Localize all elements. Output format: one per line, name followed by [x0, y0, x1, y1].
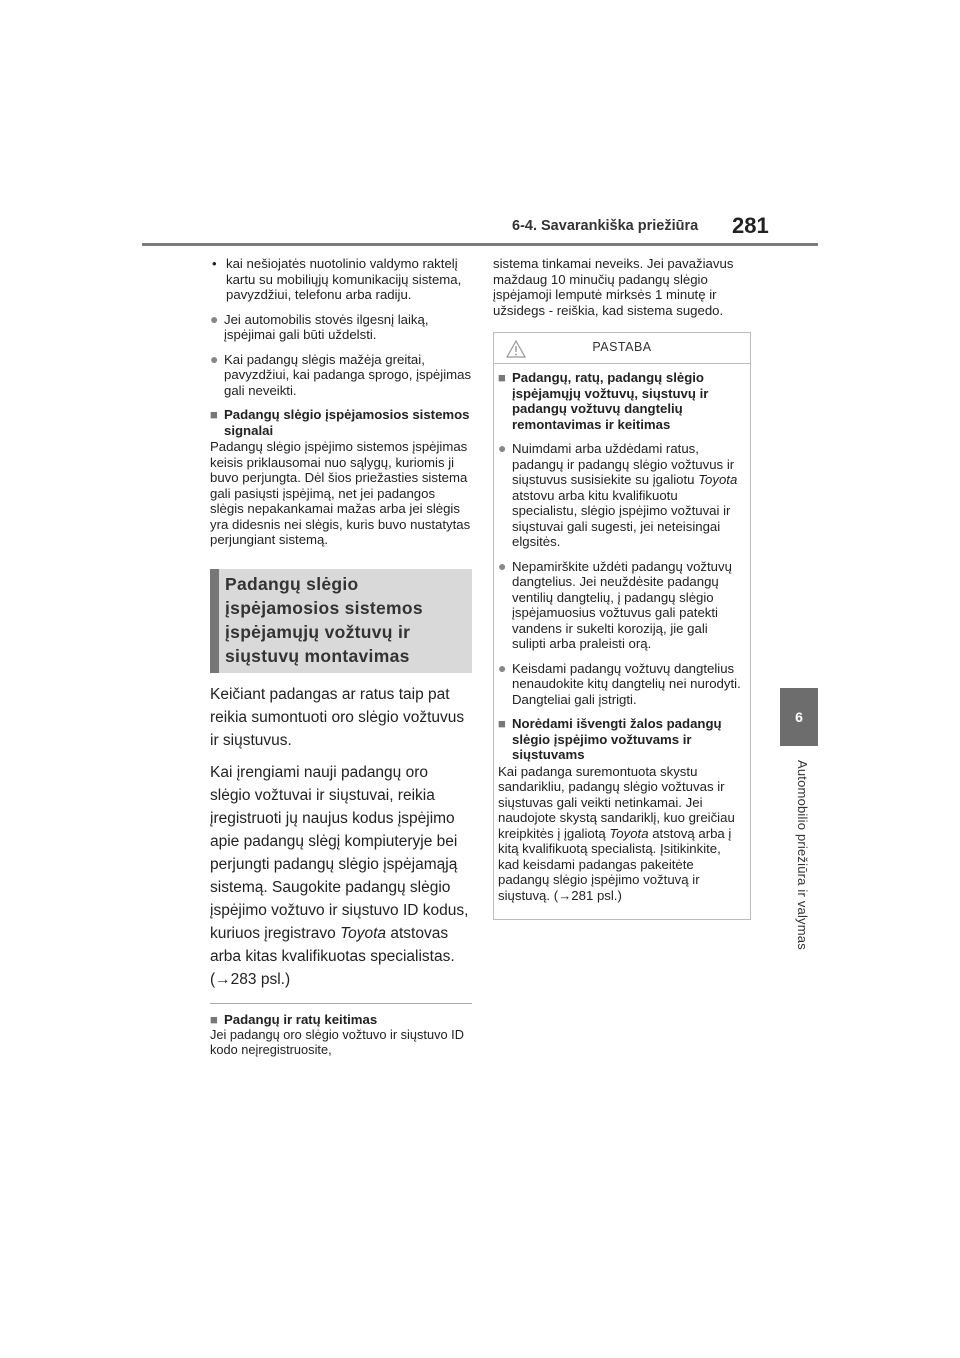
- square-bullet-icon: ■: [498, 716, 506, 731]
- left-column: [210, 256, 472, 1066]
- text-run: atstovą arba į kitą kvalifikuotą specialistą. Įsitikinkite, kad keisdami padangas pakeitėte padangų slėgio įspėjimo vožtuvą ir siųstuvą. (→281 psl.): [498, 825, 732, 903]
- notice-box: [493, 332, 751, 920]
- subheading-change: [210, 1012, 472, 1028]
- text-run: Kai įrengiami nauji padangų oro slėgio vožtuvai ir siųstuvai, reikia įregistruoti jų naujus kodus įspėjimo apie padangų slėgį kompiuteryje bei perjungti padangų slėgio įspėjamąją sistemą. Saugokite padangų slėgio įspėjimo vožtuvo ir siųstuvo ID kodus, kuriuos įregistravo: [210, 763, 469, 942]
- text-run: Nuimdami arba uždėdami ratus, padangų ir padangų slėgio vožtuvus ir siųstuvus susisiekite su įgaliotu: [512, 441, 735, 487]
- bullet-item: [210, 312, 472, 343]
- subheading-text: Padangų, ratų, padangų slėgio įspėjamųjų vožtuvų, siųstuvų ir padangų vožtuvų dangtelių remontavimas ir keitimas: [512, 370, 709, 432]
- circle-bullet-icon: ●: [498, 659, 507, 676]
- right-column: [493, 256, 751, 920]
- notice-header: [494, 333, 750, 364]
- circle-bullet-icon: ●: [210, 350, 219, 367]
- section-title: 6-4. Savarankiška priežiūra: [512, 218, 699, 234]
- bullet-item: [498, 559, 742, 652]
- section-banner: Padangų slėgio įspėjamosios sistemos įspėjamųjų vožtuvų ir siųstuvų montavimas: [210, 569, 472, 673]
- brand-name: Toyota: [698, 472, 738, 487]
- damage-paragraph: [498, 764, 742, 904]
- chapter-tab: [780, 688, 818, 746]
- text-run: atstovu arba kitu kvalifikuotu specialistu, slėgio įspėjimo vožtuvai ir siųstuvai gali sugesti, jei neteisingai elgsitės.: [512, 487, 731, 549]
- subheading-text: Padangų slėgio įspėjamosios sistemos signalai: [224, 407, 470, 438]
- installation-paragraph-1: Keičiant padangas ar ratus taip pat reikia sumontuoti oro slėgio vožtuvus ir siųstuvus.: [210, 685, 465, 749]
- square-bullet-icon: ■: [498, 370, 506, 385]
- divider: [210, 1003, 472, 1004]
- brand-name: Toyota: [609, 825, 649, 841]
- header-rule: [142, 243, 818, 246]
- bullet-text: Kai padangų slėgis mažėja greitai, pavyzdžiui, kai padanga sprogo, įspėjimas gali neveikti.: [224, 351, 472, 398]
- change-paragraph: Jei padangų oro slėgio vožtuvo ir siųstuvo ID kodo neįregistruosite,: [210, 1027, 464, 1057]
- text-run: atstovas arba kitas kvalifikuotas specialistas.: [210, 924, 455, 965]
- notice-subheading: [498, 370, 742, 432]
- square-bullet-icon: ■: [210, 1011, 218, 1027]
- brand-name: Toyota: [340, 924, 387, 942]
- bullet-text: Keisdami padangų vožtuvų dangtelius nenaudokite kitų dangtelių nei nurodyti. Dangteliai gali įstrigti.: [512, 660, 741, 707]
- bullet-text: [512, 441, 742, 550]
- warning-triangle-icon: [506, 340, 526, 358]
- text-run: Kai padanga suremontuota skystu sandarikliu, padangų slėgio vožtuvas ir siųstuvas gali veikti netinkamai. Jei naudojote skystą sandariklį, kuo greičiau kreipkitės į įgaliotą: [498, 763, 735, 841]
- subheading-signals: [210, 407, 472, 438]
- circle-bullet-icon: ●: [210, 310, 219, 327]
- bullet-text: Nepamirškite uždėti padangų vožtuvų dangtelius. Jei neuždėsite padangų ventilių dangtelių, į padangų slėgio įspėjamuosius vožtuvus gali patekti vandens ir sukelti koroziją, jie gali sulipti arba praleisti orą.: [512, 558, 732, 651]
- square-bullet-icon: ■: [210, 407, 218, 422]
- bullet-item: [210, 352, 472, 399]
- chapter-number: 6: [795, 709, 803, 725]
- notice-body: [494, 364, 750, 919]
- installation-paragraph-2: [210, 761, 472, 991]
- notice-label: PASTABA: [592, 340, 652, 355]
- page-number: 281: [732, 213, 769, 238]
- bullet-item: [498, 661, 742, 708]
- dash-list-item: [210, 256, 472, 303]
- circle-bullet-icon: ●: [498, 440, 507, 456]
- bullet-item: [498, 441, 742, 550]
- dash-item-text: kai nešiojatės nuotolinio valdymo raktelį kartu su mobiliųjų komunikacijų sistema, pavyzdžiui, telefonu arba radiju.: [226, 256, 462, 302]
- notice-subheading: [498, 716, 742, 763]
- circle-bullet-icon: ●: [498, 557, 507, 574]
- page-reference: (→283 psl.): [210, 970, 291, 988]
- dash-bullet-icon: •: [212, 256, 217, 271]
- continuation-paragraph: sistema tinkamai neveiks. Jei pavažiavus maždaug 10 minučių padangų slėgio įspėjamoji lemputė mirksės 1 minutę ir užsidegs - reiškia, kad sistema sugedo.: [493, 256, 734, 318]
- signals-paragraph: Padangų slėgio įspėjimo sistemos įspėjimas keisis priklausomai nuo sąlygų, kuriomis ji buvo perjungta. Dėl šios priežasties sistema gali pasiųsti įspėjimą, net jei padangos slėgis nepakankamai mažas arba jei slėgis yra didesnis nei slėgis, kuris buvo nustatytas perjungiant sistemą.: [210, 439, 471, 547]
- subheading-text: Norėdami išvengti žalos padangų slėgio įspėjimo vožtuvams ir siųstuvams: [512, 716, 722, 762]
- subheading-text: Padangų ir ratų keitimas: [224, 1011, 378, 1027]
- installation-text: [210, 683, 472, 991]
- bullet-text: Jei automobilis stovės ilgesnį laiką, įspėjimai gali būti uždelsti.: [224, 311, 429, 342]
- chapter-title: Automobilio priežiūra ir valymas: [795, 760, 810, 950]
